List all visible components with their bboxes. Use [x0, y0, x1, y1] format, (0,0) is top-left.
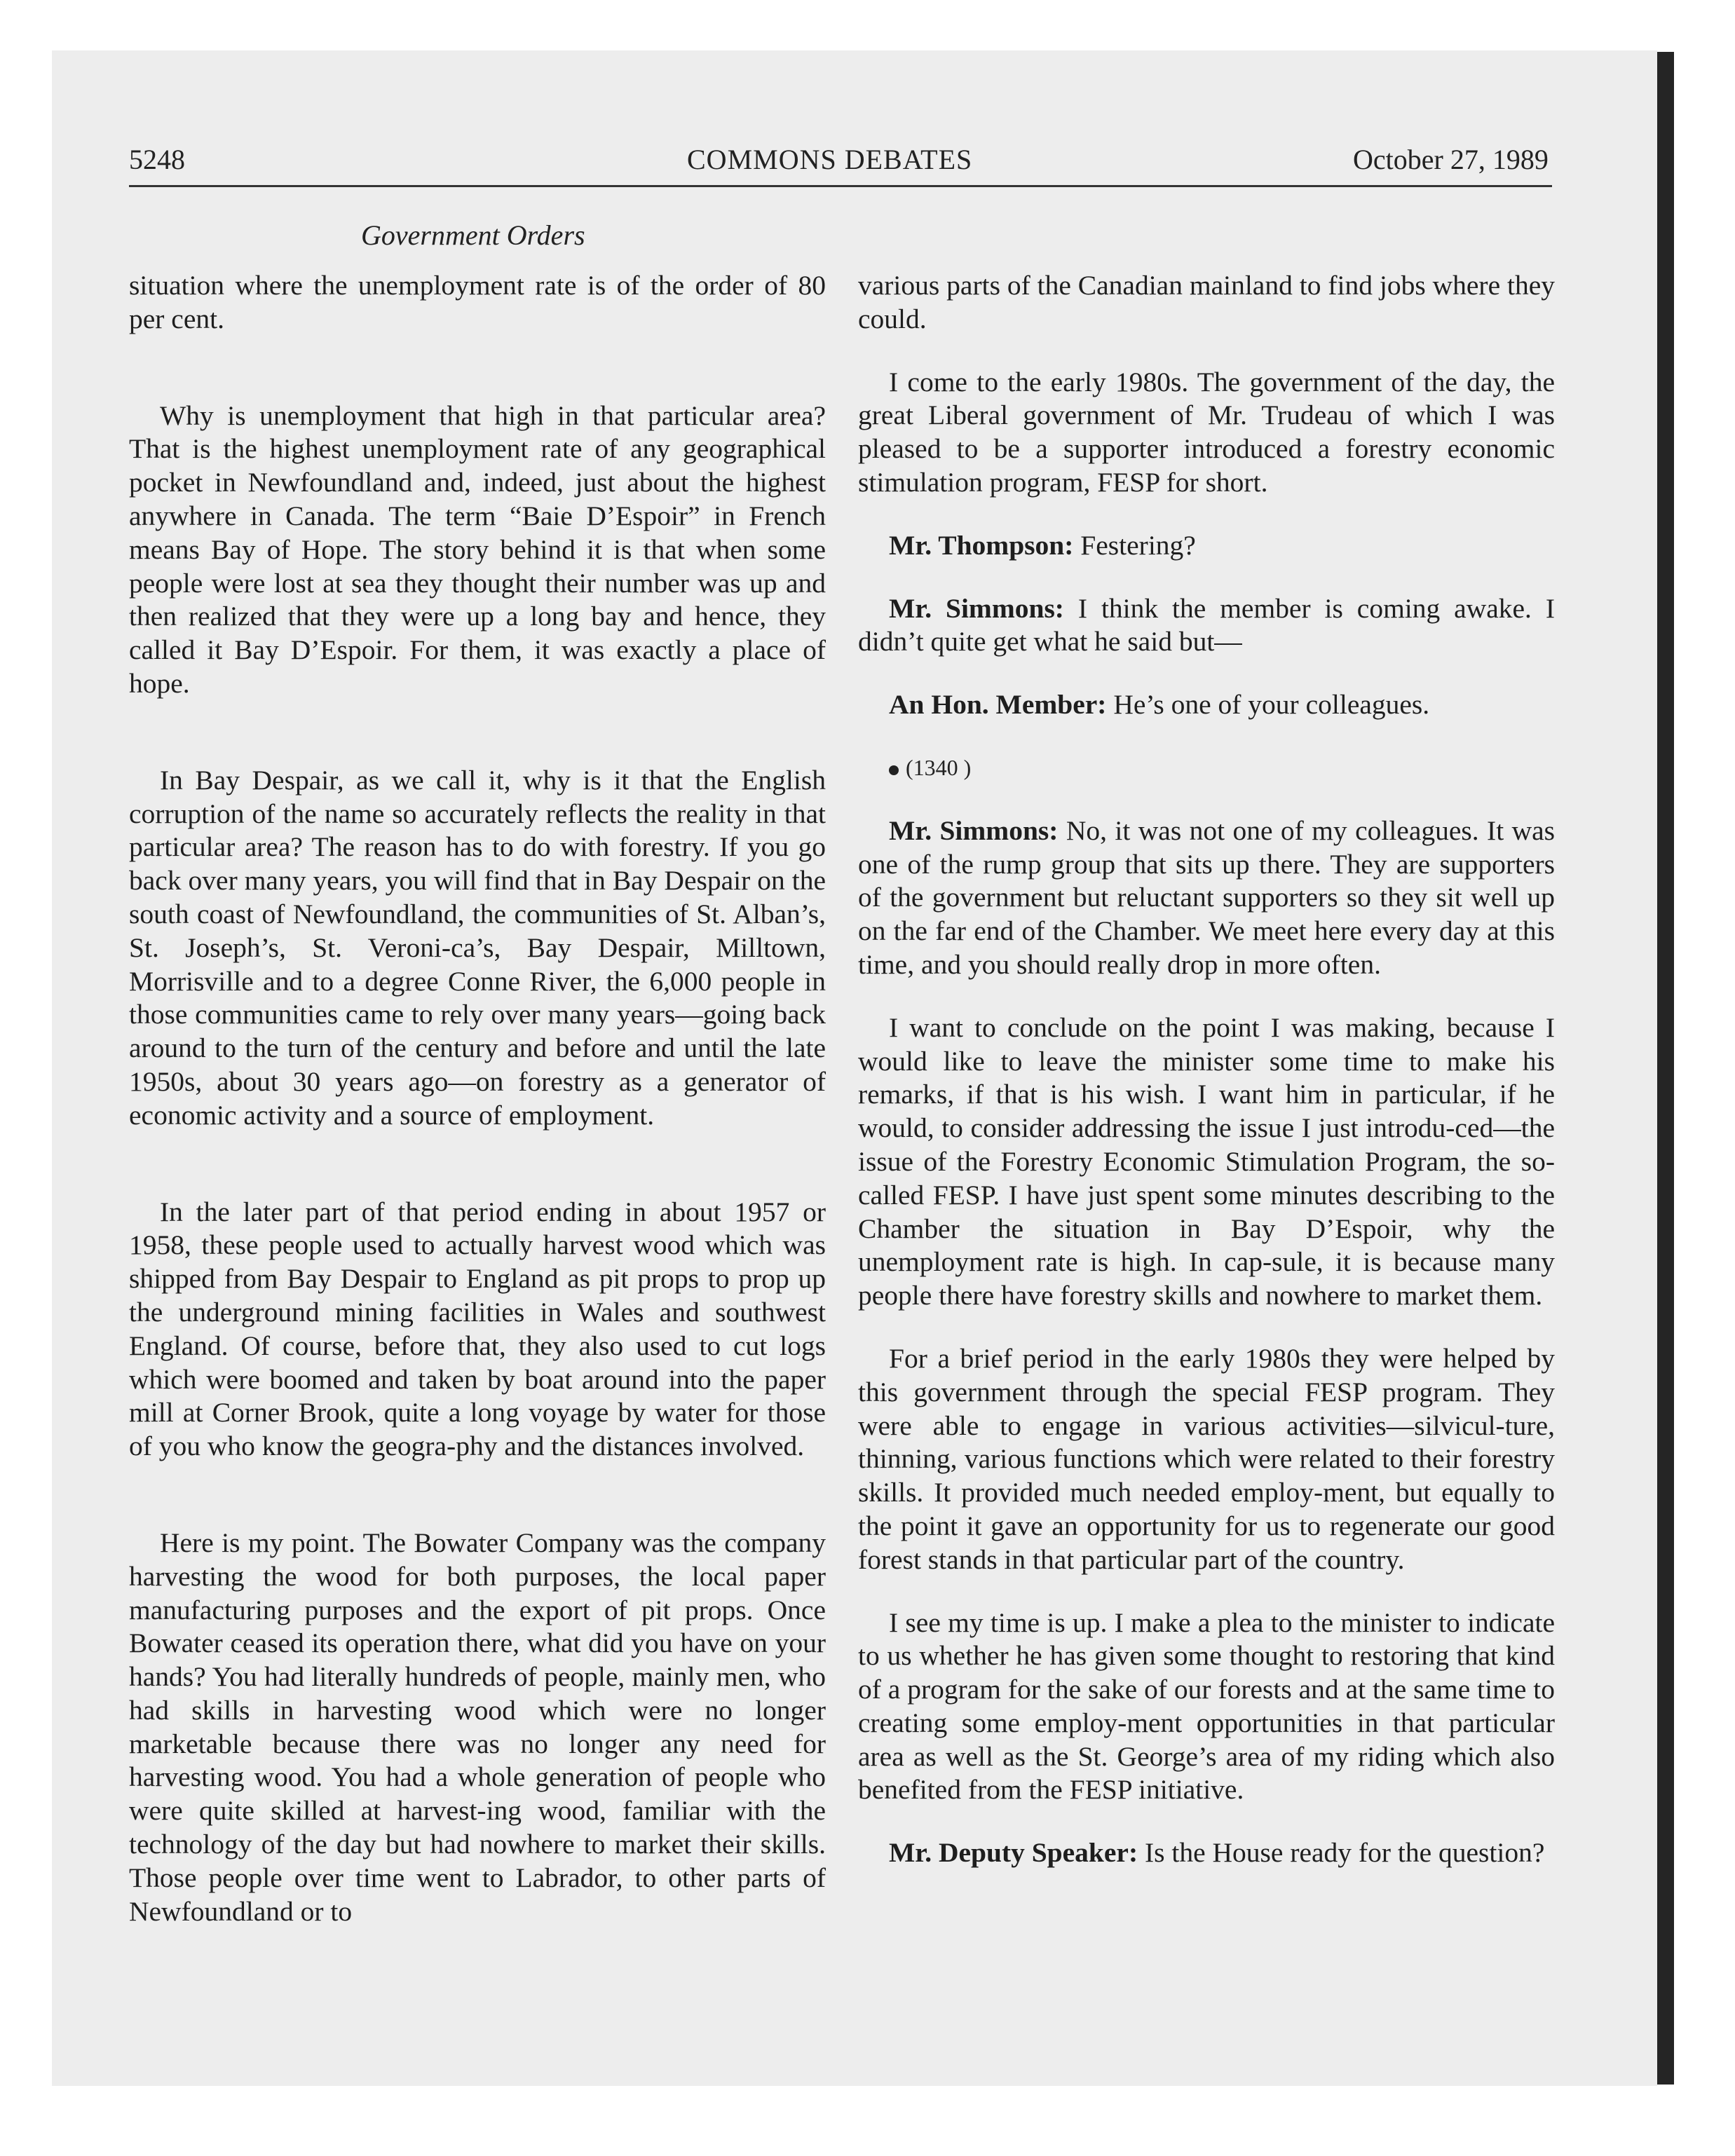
header-divider — [129, 185, 1552, 187]
speech-deputy-speaker — [858, 1836, 1555, 1870]
speech-text: Festering? — [1073, 529, 1196, 561]
speaker-name: An Hon. Member: — [889, 689, 1107, 721]
paragraph: In Bay Despair, as we call it, why is it that the English corruption of the name so accurately reflects the reality in that particular area? The reason has to do with forestry. If you go back over many years, you will find that in Bay Despair on the south coast of Newfoundland, the communities of St. Alban’s, St. Joseph’s, St. Veroni-ca’s, Bay Despair, Milltown, Morrisville and to a degree Conne River, the 6,000 people in those communities came to rely over many years—going back around to the turn of the century and before and until the late 1950s, about 30 years ago—on forestry as a generator of economic activity and a source of employment. — [129, 764, 826, 1131]
bullet-icon — [889, 765, 899, 775]
paragraph: Here is my point. The Bowater Company was the company harvesting the wood for both purposes, the local paper manufacturing purposes and the export of pit props. Once Bowater ceased its operation there, what did you have on your hands? You had literally hundreds of people, mainly men, who had skills in harvesting wood which were no longer marketable because there was no longer any need for harvesting wood. You had a whole generation of people who were quite skilled at harvest-ing wood, familiar with the technology of the day but had nowhere to market their skills. Those people over time went to Labrador, to other parts of Newfoundland or to — [129, 1527, 826, 1927]
speech-text: He’s one of your colleagues. — [1106, 689, 1430, 721]
paragraph: In the later part of that period ending in about 1957 or 1958, these people used to actually harvest wood which was shipped from Bay Despair to England as pit props to prop up the underground mining facilities in Wales and southwest England. Of course, before that, they also used to cut logs which were boomed and taken by boat around into the paper mill at Corner Brook, quite a long voyage by water for those of you who know the geogra-phy and the distances involved. — [129, 1196, 826, 1462]
paragraph: I come to the early 1980s. The government of the day, the great Liberal government of Mr. Trudeau of which I was pleased to be a supporter introduced a forestry economic stimulation program, FESP for short. — [858, 366, 1555, 498]
publication-title: COMMONS DEBATES — [687, 144, 973, 175]
speech-simmons — [858, 592, 1555, 660]
speech-text: I think the member is coming awake. I didn’t quite get what he said but— — [858, 592, 1555, 657]
page-number: 5248 — [129, 144, 185, 175]
paragraph: For a brief period in the early 1980s they were helped by this government through the special FESP program. They were able to engage in various activities—silvicul-ture, thinning, various functions which were related to their forestry skills. It provided much needed employ-ment, but equally to the point it gave an opportunity for us to regenerate our good forest stands in that particular part of the country. — [858, 1342, 1555, 1575]
speech-text: No, it was not one of my colleagues. It was one of the rump group that sits up there. They are supporters of the government but reluctant supporters so they sit well up on the far end of the Chamber. We meet here every day at this time, and you should really drop in more often. — [858, 814, 1556, 980]
paragraph: Why is unemployment that high in that particular area? That is the highest unemployment rate of any geographical pocket in Newfoundland and, indeed, just about the highest anywhere in Canada. The term “Baie D’Espoir” in French means Bay of Hope. The story behind it is that when some people were lost at sea they thought their number was up and then realized that they were up a long bay and hence, they called it Bay D’Espoir. For them, it was exactly a place of hope. — [129, 400, 826, 699]
speaker-name: Mr. Simmons: — [889, 814, 1059, 846]
scan-edge-shadow — [1657, 52, 1674, 2085]
paragraph: I see my time is up. I make a plea to the minister to indicate to us whether he has given some thought to restoring that kind of a program for the sake of our forests and at the same time to creating some employ-ment opportunities in that particular area as well as the St. George’s area of my riding which also benefited from the FESP initiative. — [858, 1606, 1555, 1806]
speech-hon-member — [858, 688, 1555, 722]
speech-text: Is the House ready for the question? — [1138, 1837, 1545, 1869]
publication-date: October 27, 1989 — [1353, 144, 1549, 175]
speaker-name: Mr. Thompson: — [889, 529, 1074, 561]
speech-thompson — [858, 529, 1555, 563]
paragraph: I want to conclude on the point I was making, because I would like to leave the minister some time to make his remarks, if that is his wish. I want him in particular, if he would, to consider addressing the issue I just introdu-ced—the issue of the Forestry Economic Stimulation Program, the so-called FESP. I have just spent some minutes describing to the Chamber the situation in Bay D’Espoir, why the unemployment rate is high. In cap-sule, it is because many people there have forestry skills and nowhere to market them. — [858, 1011, 1555, 1311]
section-label: Government Orders — [361, 219, 585, 251]
timestamp-text: (1340 ) — [906, 754, 972, 780]
speech-simmons — [858, 814, 1555, 982]
speaker-name: Mr. Deputy Speaker: — [889, 1837, 1138, 1869]
right-column — [858, 269, 1555, 1899]
timestamp-marker — [858, 751, 1555, 785]
left-column — [129, 269, 826, 1991]
paragraph: various parts of the Canadian mainland to find jobs where they could. — [858, 270, 1555, 334]
speaker-name: Mr. Simmons: — [889, 592, 1064, 624]
paragraph: situation where the unemployment rate is of the order of 80 per cent. — [129, 270, 826, 334]
